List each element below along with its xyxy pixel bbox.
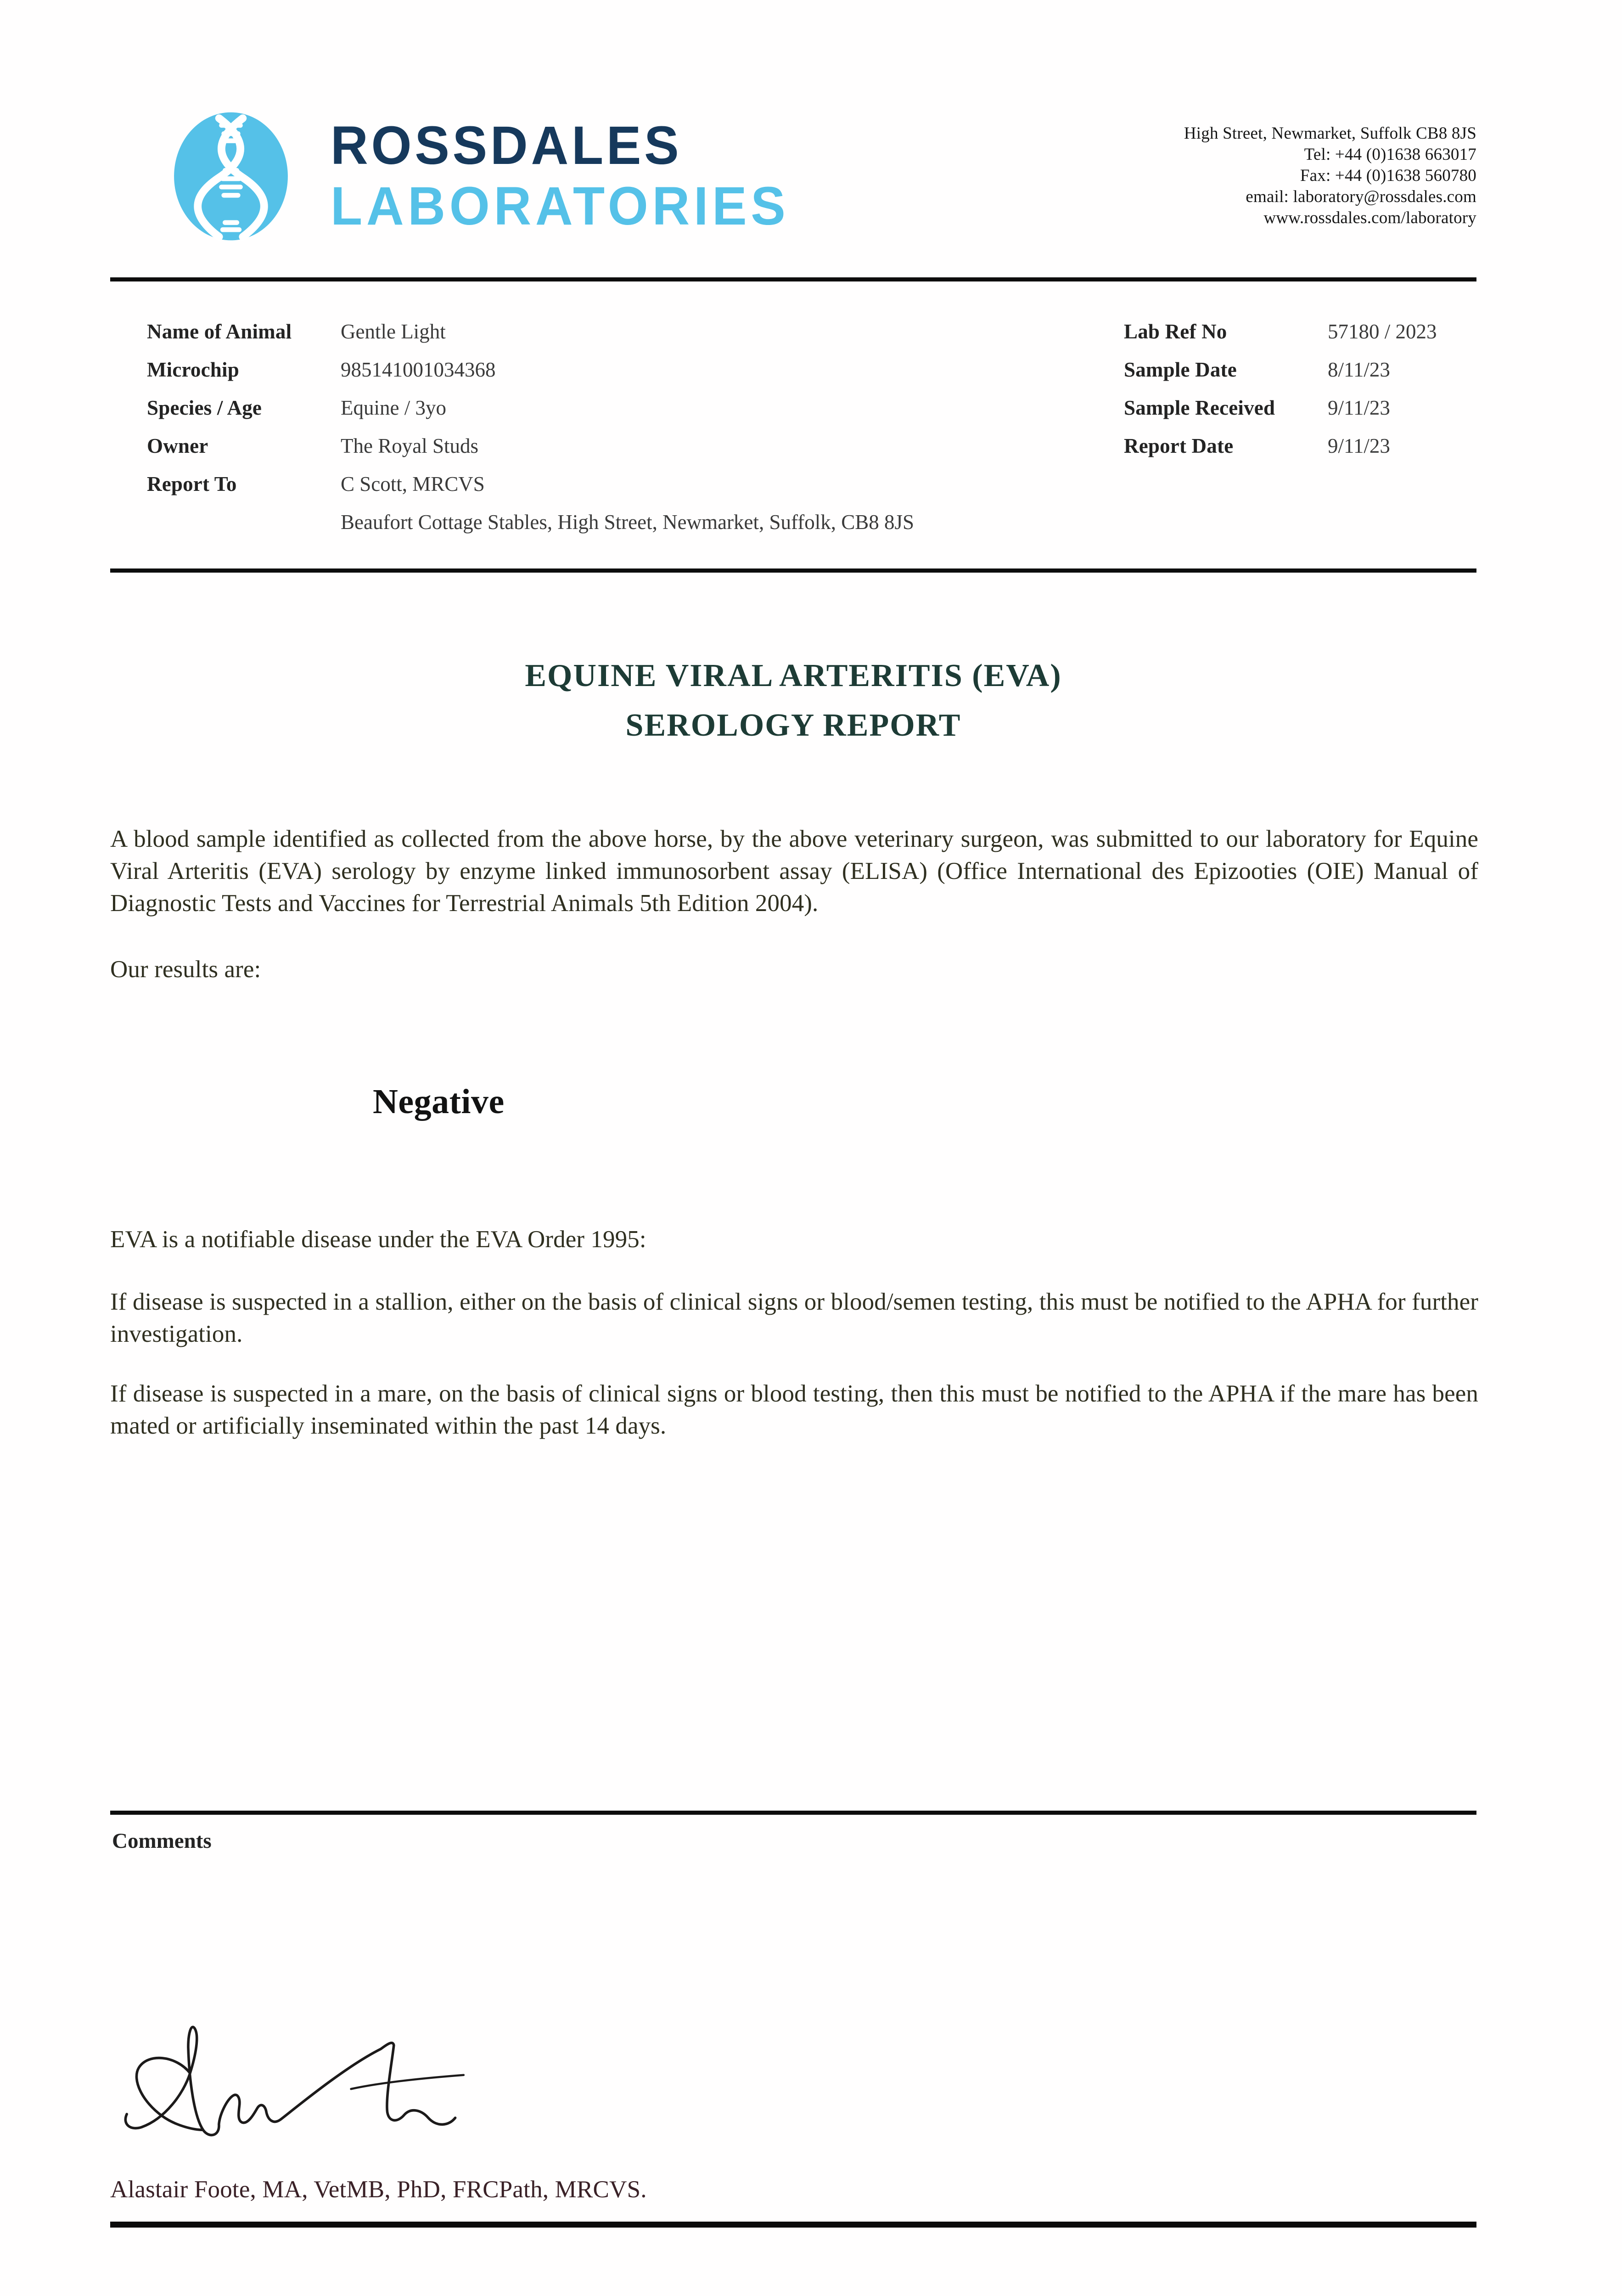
species-age-value: Equine / 3yo [341, 396, 446, 419]
species-age-label: Species / Age [147, 396, 262, 419]
contact-fax: Fax: +44 (0)1638 560780 [1300, 166, 1476, 185]
brand-subname: LABORATORIES [331, 176, 790, 236]
footer-bar [110, 2222, 1476, 2228]
comments-divider [110, 1811, 1476, 1815]
animal-name-value: Gentle Light [341, 320, 446, 343]
microchip-label: Microchip [147, 358, 239, 381]
contact-email: email: laboratory@rossdales.com [1246, 187, 1476, 206]
contact-block [1184, 123, 1476, 229]
report-to-address: Beaufort Cottage Stables, High Street, Newmarket, Suffolk, CB8 8JS [341, 511, 915, 534]
report-to-label: Report To [147, 473, 237, 495]
report-to-value: C Scott, MRCVS [341, 473, 485, 495]
result-value: Negative [373, 1082, 505, 1121]
lab-ref-label: Lab Ref No [1124, 320, 1227, 343]
report-title-line1: EQUINE VIRAL ARTERITIS (EVA) [525, 658, 1062, 693]
comments-heading: Comments [112, 1829, 212, 1853]
contact-website: www.rossdales.com/laboratory [1263, 208, 1476, 227]
signature-image [120, 2021, 469, 2145]
report-date-label: Report Date [1124, 434, 1234, 457]
report-date-value: 9/11/23 [1328, 434, 1390, 457]
signer-name: Alastair Foote, MA, VetMB, PhD, FRCPath, MRCVS. [110, 2176, 647, 2203]
brand-wordmark [331, 115, 808, 236]
lab-ref-value: 57180 / 2023 [1328, 320, 1437, 343]
sample-received-label: Sample Received [1124, 396, 1275, 419]
owner-value: The Royal Studs [341, 434, 478, 457]
microchip-value: 985141001034368 [341, 358, 496, 381]
owner-label: Owner [147, 434, 208, 457]
report-title-line2: SEROLOGY REPORT [625, 708, 961, 743]
header-divider [110, 277, 1476, 281]
sample-date-label: Sample Date [1124, 358, 1237, 381]
sample-received-value: 9/11/23 [1328, 396, 1390, 419]
dna-helix-logo-icon [171, 111, 291, 242]
stallion-paragraph: If disease is suspected in a stallion, either on the basis of clinical signs or blood/semen testing, this must be notified to the APHA for further investigation. [110, 1289, 1478, 1347]
sample-date-value: 8/11/23 [1328, 358, 1390, 381]
report-title [110, 651, 1476, 750]
brand-name: ROSSDALES [331, 115, 682, 176]
contact-address: High Street, Newmarket, Suffolk CB8 8JS [1184, 124, 1476, 143]
animal-name-label: Name of Animal [147, 320, 292, 343]
results-lead: Our results are: [110, 956, 261, 983]
info-divider [110, 568, 1476, 573]
mare-paragraph: If disease is suspected in a mare, on the basis of clinical signs or blood testing, then this must be notified to the APHA if the mare has been mated or artificially inseminated within the past 14 days. [110, 1380, 1478, 1439]
notifiable-line: EVA is a notifiable disease under the EVA Order 1995: [110, 1226, 646, 1253]
contact-tel: Tel: +44 (0)1638 663017 [1304, 145, 1476, 164]
intro-paragraph: A blood sample identified as collected from the above horse, by the above veterinary surgeon, was submitted to our laboratory for Equine Viral Arteritis (EVA) serology by enzyme linked immunosorbent assay (ELISA) (Office International des Epizooties (OIE) Manual of Diagnostic Tests and Vaccines for Terrestrial Animals 5th Edition 2004). [110, 826, 1478, 917]
